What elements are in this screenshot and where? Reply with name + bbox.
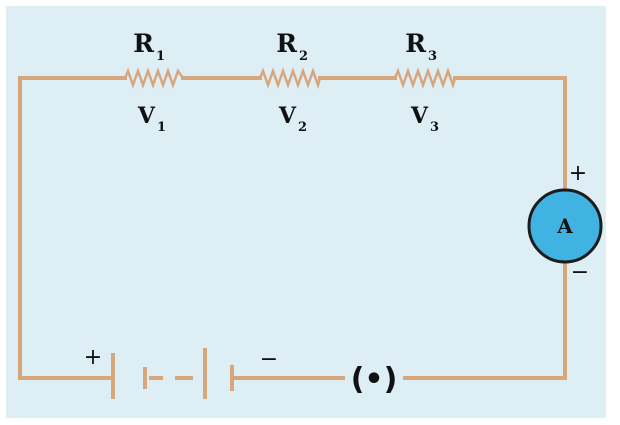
resistor-r3-subscript: 3	[428, 49, 438, 64]
resistor-r1-label: R	[133, 29, 154, 58]
voltage-v2-subscript: 2	[298, 120, 308, 135]
ammeter-plus-sign: +	[568, 161, 588, 186]
battery-plus-sign: +	[83, 345, 103, 370]
voltage-v2-label: V	[278, 103, 296, 129]
voltage-v3-label: V	[410, 103, 428, 129]
voltage-v1-label: V	[137, 103, 155, 129]
voltage-v3-subscript: 3	[430, 120, 440, 135]
resistor-r1-subscript: 1	[156, 49, 166, 64]
switch-symbol: (•)	[350, 362, 398, 397]
voltage-v1-subscript: 1	[157, 120, 167, 135]
ammeter-label: A	[557, 214, 573, 238]
resistor-r2-label: R	[276, 29, 297, 58]
resistor-r3-label: R	[405, 29, 426, 58]
resistor-r2-subscript: 2	[299, 49, 309, 64]
ammeter-minus-sign: −	[570, 260, 590, 285]
battery-minus-sign: −	[259, 347, 279, 372]
